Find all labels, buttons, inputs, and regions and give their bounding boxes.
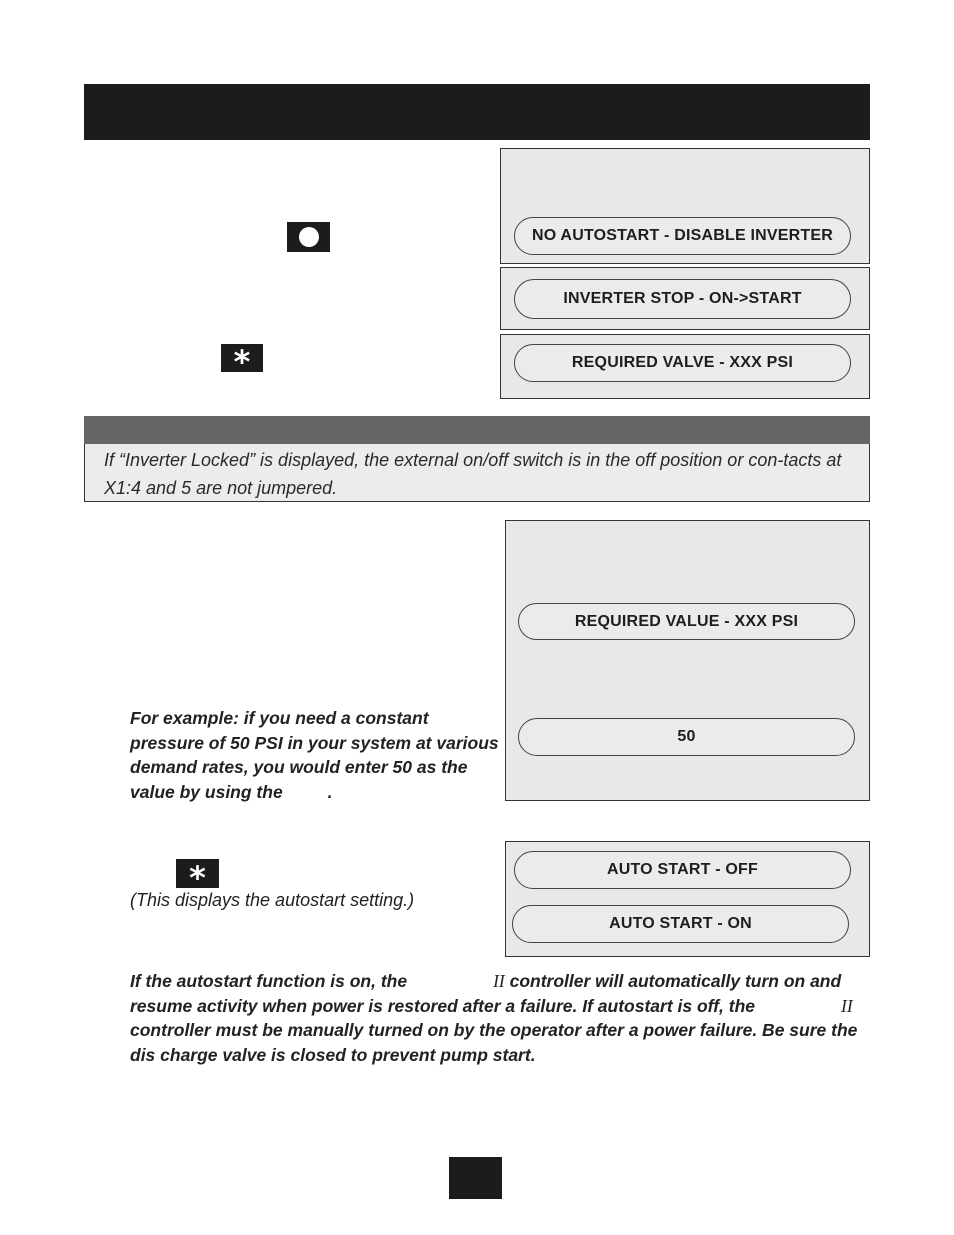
lcd-line-value <box>518 718 855 756</box>
lcd-value: 50 <box>677 728 696 745</box>
section-header-bar <box>84 84 870 140</box>
example-text: For example: if you need a constant pressure of 50 PSI in your system at various demand rates, you would enter 50 as the value by using the <box>130 708 499 802</box>
lcd-line-inverter-stop <box>514 279 851 319</box>
lcd-text: REQUIRED VALVE - XXX PSI <box>571 354 794 371</box>
note-header-bar <box>84 416 870 444</box>
lcd-text: INVERTER STOP - ON->START <box>563 290 802 307</box>
asterisk-glyph: * <box>189 858 206 897</box>
display-panel-auto-start <box>505 841 870 957</box>
asterisk-key-icon <box>176 858 219 897</box>
asterisk-glyph: * <box>233 343 251 381</box>
lcd-text: REQUIRED VALUE - XXX PSI <box>574 612 799 630</box>
display-panel-required-value <box>505 520 870 801</box>
lcd-text: AUTO START - OFF <box>606 861 759 878</box>
bottom-part2: controller will automatically turn on and resume activity when power is restored after a failure. If autostart is off, the <box>130 971 842 1016</box>
circle-key-glyph <box>299 227 319 247</box>
lcd-line-auto-start-off <box>514 851 851 889</box>
model-numeral: II <box>493 971 505 991</box>
lcd-text: NO AUTOSTART - DISABLE INVERTER <box>531 227 834 244</box>
note-text: If “Inverter Locked” is displayed, the external on/off switch is in the off position or con-tacts at X1:4 and 5 are not jumpered. <box>104 450 842 498</box>
display-panel-required-valve <box>500 334 870 399</box>
lcd-line-required-valve <box>514 344 851 382</box>
bottom-part3: controller must be manually turned on by the operator after a power failure. Be sure the dis charge valve is closed to prevent pump start. <box>130 1020 858 1065</box>
bottom-part1: If the autostart function is on, the <box>130 971 408 991</box>
model-numeral: II <box>841 995 853 1016</box>
example-tail: . <box>327 781 333 802</box>
display-panel-inverter-stop <box>500 267 870 330</box>
circle-key-icon <box>287 222 330 252</box>
lcd-line-no-autostart <box>514 217 851 255</box>
page-number-box <box>449 1157 502 1199</box>
display-panel-autostart <box>500 148 870 264</box>
lcd-line-required-value <box>518 603 855 640</box>
lcd-line-auto-start-on <box>512 905 849 943</box>
example-paragraph <box>130 706 500 804</box>
asterisk-key-icon <box>221 343 263 381</box>
autostart-explanation <box>130 969 865 1067</box>
autostart-hint: (This displays the autostart setting.) <box>130 890 415 910</box>
lcd-text: AUTO START - ON <box>609 915 752 932</box>
